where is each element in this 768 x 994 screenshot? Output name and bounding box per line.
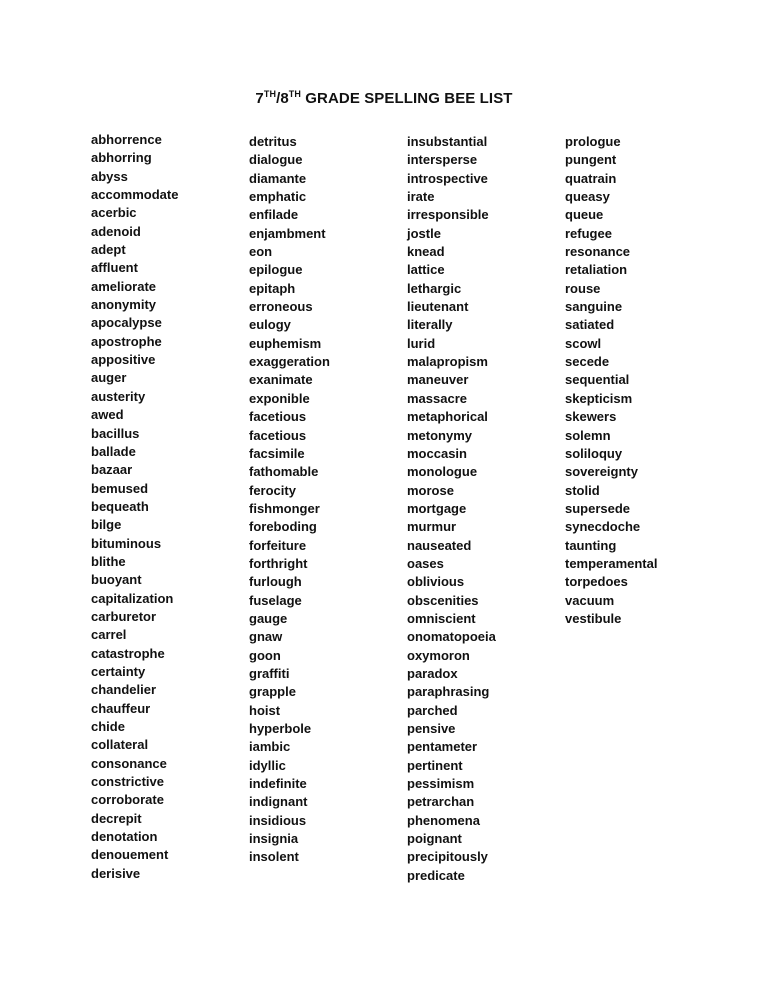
spelling-word: onomatopoeia <box>407 629 496 645</box>
spelling-word: forfeiture <box>249 537 307 553</box>
spelling-word: collateral <box>91 737 149 753</box>
spelling-word: torpedoes <box>565 574 628 590</box>
spelling-word: epilogue <box>249 262 303 278</box>
spelling-word: euphemism <box>249 335 322 351</box>
spelling-word: bemused <box>91 480 149 496</box>
word-column-3 <box>407 133 496 885</box>
spelling-word: epitaph <box>249 280 296 296</box>
spelling-word: exaggeration <box>249 354 330 370</box>
spelling-word: jostle <box>407 225 441 241</box>
spelling-word: queasy <box>565 189 610 205</box>
spelling-word: malapropism <box>407 354 488 370</box>
spelling-word: pentameter <box>407 739 478 755</box>
spelling-word: capitalization <box>91 590 174 606</box>
spelling-word: chandelier <box>91 682 157 698</box>
spelling-word: furlough <box>249 574 302 590</box>
spelling-word: paraphrasing <box>407 684 490 700</box>
spelling-word: idyllic <box>249 757 286 773</box>
spelling-word: secede <box>565 354 610 370</box>
spelling-word: diamante <box>249 170 307 186</box>
spelling-word: sequential <box>565 372 630 388</box>
spelling-word: temperamental <box>565 555 658 571</box>
spelling-word: graffiti <box>249 665 290 681</box>
spelling-word: gnaw <box>249 629 283 645</box>
spelling-word: foreboding <box>249 519 317 535</box>
page-title <box>0 90 768 107</box>
spelling-word: queue <box>565 207 604 223</box>
spelling-word: adenoid <box>91 223 141 239</box>
title-superscript-th-2: TH <box>288 89 301 99</box>
spelling-word: eon <box>249 244 273 260</box>
spelling-word: stolid <box>565 482 600 498</box>
spelling-word: murmur <box>407 519 457 535</box>
spelling-word: parched <box>407 702 458 718</box>
spelling-word: supersede <box>565 500 631 516</box>
title-grade-7: 7 <box>255 90 264 107</box>
spelling-word: fathomable <box>249 464 319 480</box>
spelling-word: oblivious <box>407 574 465 590</box>
spelling-word: prologue <box>565 134 621 149</box>
spelling-word: knead <box>407 244 445 260</box>
spelling-word: indignant <box>249 794 308 810</box>
spelling-word: facetious <box>249 409 307 425</box>
spelling-word: anonymity <box>91 297 157 313</box>
spelling-word: apocalypse <box>91 315 162 331</box>
word-column-1 <box>91 131 178 883</box>
spelling-word: irresponsible <box>407 207 489 223</box>
spelling-word: fuselage <box>249 592 302 608</box>
spelling-word: satiated <box>565 317 615 333</box>
spelling-word: synecdoche <box>565 519 641 535</box>
spelling-word: bazaar <box>91 462 133 478</box>
spelling-word: oxymoron <box>407 647 470 663</box>
spelling-word: lattice <box>407 262 445 278</box>
spelling-word: petrarchan <box>407 794 475 810</box>
spelling-word: hyperbole <box>249 721 312 736</box>
spelling-word: vacuum <box>565 592 615 608</box>
spelling-word: resonance <box>565 244 631 260</box>
spelling-word: consonance <box>91 755 167 771</box>
spelling-word: monologue <box>407 464 478 480</box>
title-text: GRADE SPELLING BEE LIST <box>300 90 513 107</box>
spelling-word: intersperse <box>407 152 478 168</box>
spelling-word: nauseated <box>407 537 472 553</box>
spelling-word: bilge <box>91 517 122 533</box>
spelling-word: enfilade <box>249 207 299 223</box>
spelling-word: chauffeur <box>91 700 151 716</box>
spelling-word: chide <box>91 719 125 734</box>
spelling-word: soliloquy <box>565 445 623 461</box>
spelling-word: predicate <box>407 867 465 883</box>
spelling-word: pertinent <box>407 757 463 773</box>
spelling-word: denouement <box>91 847 169 863</box>
spelling-word: carrel <box>91 627 127 643</box>
spelling-word: sanguine <box>565 299 623 315</box>
spelling-word: pungent <box>565 152 617 168</box>
spelling-word: insidious <box>249 812 307 828</box>
spelling-word: pensive <box>407 721 456 736</box>
spelling-word: abhorring <box>91 150 152 166</box>
spelling-word: goon <box>249 647 281 663</box>
spelling-word: indefinite <box>249 776 307 792</box>
spelling-word: austerity <box>91 388 146 404</box>
spelling-word: auger <box>91 370 127 386</box>
spelling-word: fishmonger <box>249 500 320 516</box>
spelling-word: denotation <box>91 829 158 845</box>
spelling-word: bituminous <box>91 535 162 551</box>
spelling-word: grapple <box>249 684 296 700</box>
spelling-word: hoist <box>249 702 281 718</box>
spelling-word: taunting <box>565 537 617 553</box>
spelling-word: mortgage <box>407 500 467 516</box>
spelling-word: carburetor <box>91 608 157 624</box>
spelling-word: acerbic <box>91 205 137 221</box>
spelling-word: precipitously <box>407 849 488 865</box>
spelling-word: blithe <box>91 553 126 569</box>
spelling-word: constrictive <box>91 774 164 790</box>
spelling-word: decrepit <box>91 810 142 826</box>
spelling-word: obscenities <box>407 592 479 608</box>
spelling-word: dialogue <box>249 152 303 168</box>
spelling-word: paradox <box>407 665 458 681</box>
spelling-word: iambic <box>249 739 291 755</box>
spelling-word: scowl <box>565 335 602 351</box>
spelling-word: lurid <box>407 335 436 351</box>
spelling-word: retaliation <box>565 262 628 278</box>
spelling-word: oases <box>407 555 444 571</box>
spelling-word: certainty <box>91 663 146 679</box>
spelling-word: quatrain <box>565 170 617 186</box>
spelling-word: solemn <box>565 427 611 443</box>
spelling-word: adept <box>91 242 126 258</box>
spelling-word: bequeath <box>91 498 149 514</box>
spelling-word: derisive <box>91 865 141 881</box>
spelling-word: omniscient <box>407 610 476 626</box>
spelling-word: introspective <box>407 170 488 186</box>
spelling-word: phenomena <box>407 812 480 828</box>
title-superscript-th-1: TH <box>263 89 277 99</box>
spelling-word: refugee <box>565 225 612 241</box>
spelling-word: sovereignty <box>565 464 638 480</box>
spelling-word: insolent <box>249 849 299 865</box>
spelling-word: ameliorate <box>91 278 157 294</box>
title-grade-8: /8 <box>276 90 289 107</box>
spelling-word: lieutenant <box>407 299 469 315</box>
spelling-word: ferocity <box>249 482 296 498</box>
spelling-word: exponible <box>249 390 310 406</box>
spelling-word: facsimile <box>249 445 305 461</box>
spelling-word: forthright <box>249 555 308 571</box>
spelling-word: insubstantial <box>407 134 488 149</box>
spelling-word: massacre <box>407 390 467 406</box>
spelling-word: detritus <box>249 134 297 149</box>
spelling-word: buoyant <box>91 572 142 588</box>
spelling-word: enjambment <box>249 225 326 241</box>
spelling-word: affluent <box>91 260 138 276</box>
spelling-word: emphatic <box>249 189 307 205</box>
spelling-word: lethargic <box>407 280 462 296</box>
word-column-2 <box>249 133 330 867</box>
spelling-word: abhorrence <box>91 132 162 147</box>
spelling-word: abyss <box>91 168 128 184</box>
spelling-word: appositive <box>91 352 156 368</box>
spelling-word: awed <box>91 407 124 423</box>
spelling-word: ballade <box>91 443 136 459</box>
spelling-word: gauge <box>249 610 288 626</box>
spelling-word: literally <box>407 317 453 333</box>
spelling-word: skepticism <box>565 390 633 406</box>
spelling-word: moccasin <box>407 445 467 461</box>
spelling-word: erroneous <box>249 299 313 315</box>
spelling-word: facetious <box>249 427 307 443</box>
spelling-word: poignant <box>407 831 462 847</box>
spelling-word: corroborate <box>91 792 164 808</box>
spelling-word: rouse <box>565 280 601 296</box>
spelling-word: catastrophe <box>91 645 165 661</box>
spelling-word: insignia <box>249 831 299 847</box>
spelling-word: metonymy <box>407 427 473 443</box>
spelling-word: morose <box>407 482 454 498</box>
spelling-word: pessimism <box>407 776 475 792</box>
spelling-word: exanimate <box>249 372 313 388</box>
spelling-word: metaphorical <box>407 409 488 425</box>
spelling-word: bacillus <box>91 425 140 441</box>
word-column-4 <box>565 133 657 628</box>
spelling-word: skewers <box>565 409 617 425</box>
spelling-word: eulogy <box>249 317 291 333</box>
spelling-word: accommodate <box>91 187 179 203</box>
spelling-word: irate <box>407 189 435 205</box>
spelling-word: apostrophe <box>91 333 162 349</box>
spelling-word: maneuver <box>407 372 469 388</box>
spelling-word: vestibule <box>565 610 622 626</box>
